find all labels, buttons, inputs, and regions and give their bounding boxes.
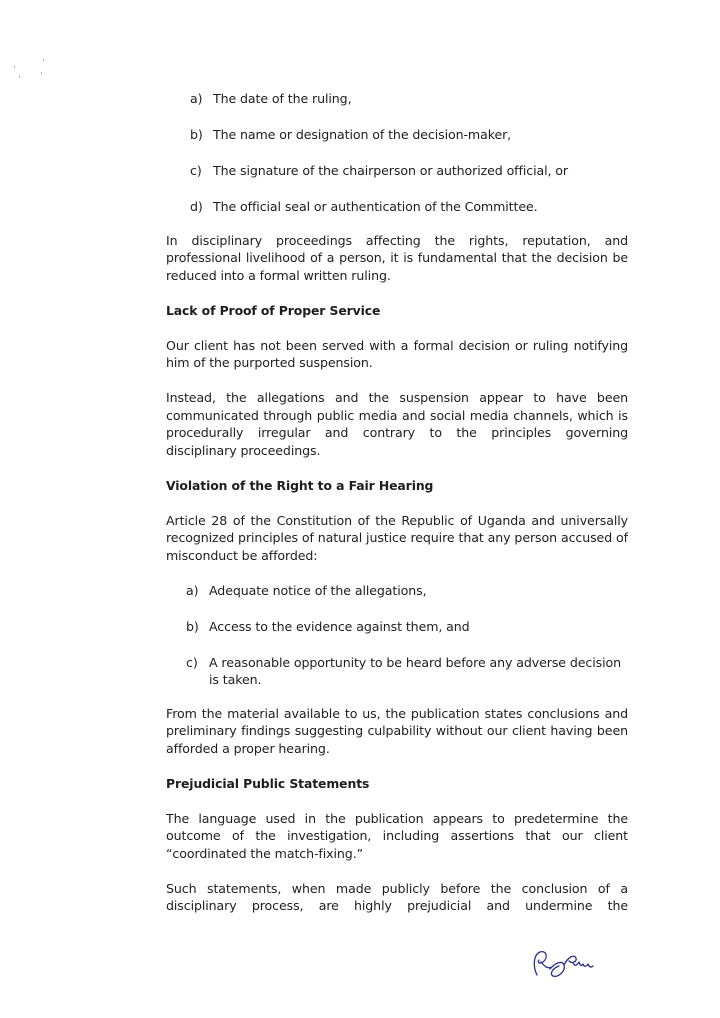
- list-item-text: A reasonable opportunity to be heard before any adverse decision is taken.: [209, 654, 621, 687]
- scan-speck: [43, 59, 44, 61]
- list-item: [190, 162, 628, 180]
- scan-speck: [41, 72, 42, 74]
- list-item-text: Adequate notice of the allegations,: [209, 582, 427, 598]
- scan-speck: [19, 76, 20, 78]
- list-marker: d): [190, 199, 203, 214]
- list-marker: b): [190, 127, 203, 142]
- list-marker: a): [186, 582, 199, 598]
- list-item: [186, 618, 628, 636]
- paragraph-public-media: Instead, the allegations and the suspension appear to have been communicated through public media and social media channels, which is procedurally irregular and contrary to the principles governing disciplinary proceedings.: [166, 390, 628, 458]
- list-item-text: The signature of the chairperson or authorized official, or: [213, 163, 568, 178]
- list-item: [190, 126, 628, 144]
- signature-stroke: [534, 952, 593, 977]
- list-item: [186, 654, 628, 689]
- paragraph-not-served: Our client has not been served with a formal decision or ruling notifying him of the purported suspension.: [166, 337, 628, 370]
- scan-speck: [14, 66, 15, 68]
- heading-proper-service: Lack of Proof of Proper Service: [166, 302, 381, 318]
- handwritten-signature: [531, 945, 607, 985]
- list-item: [190, 90, 628, 108]
- paragraph-language-used: The language used in the publication appears to predetermine the outcome of the investigation, including assertions that our client “coordinated the match-fixing.”: [166, 810, 628, 861]
- paragraph-written-ruling: In disciplinary proceedings affecting the rights, reputation, and professional livelihood of a person, it is fundamental that the decision be reduced into a formal written ruling.: [166, 232, 628, 283]
- fair-hearing-rights-list: [186, 582, 628, 689]
- list-item-text: The date of the ruling,: [213, 91, 352, 106]
- list-item: [186, 582, 628, 600]
- list-item: [190, 198, 628, 216]
- list-item-text: The official seal or authentication of the Committee.: [213, 199, 538, 214]
- list-item-text: Access to the evidence against them, and: [209, 618, 470, 634]
- list-marker: c): [190, 163, 202, 178]
- list-marker: a): [190, 91, 203, 106]
- paragraph-material-available: From the material available to us, the publication states conclusions and preliminary findings suggesting culpability without our client having been afforded a proper hearing.: [166, 705, 628, 756]
- heading-prejudicial-statements: Prejudicial Public Statements: [166, 775, 370, 791]
- list-marker: c): [186, 654, 198, 670]
- paragraph-article-28: Article 28 of the Constitution of the Republic of Uganda and universally recognized principles of natural justice require that any person accused of misconduct be afforded:: [166, 512, 628, 563]
- list-item-text: The name or designation of the decision-maker,: [213, 127, 512, 142]
- letter-body: [166, 90, 628, 932]
- heading-fair-hearing: Violation of the Right to a Fair Hearing: [166, 477, 434, 493]
- paragraph-such-statements: Such statements, when made publicly before the conclusion of a disciplinary process, are highly prejudicial and undermine the: [166, 880, 628, 913]
- list-marker: b): [186, 618, 199, 634]
- ruling-requirements-list: [190, 90, 628, 216]
